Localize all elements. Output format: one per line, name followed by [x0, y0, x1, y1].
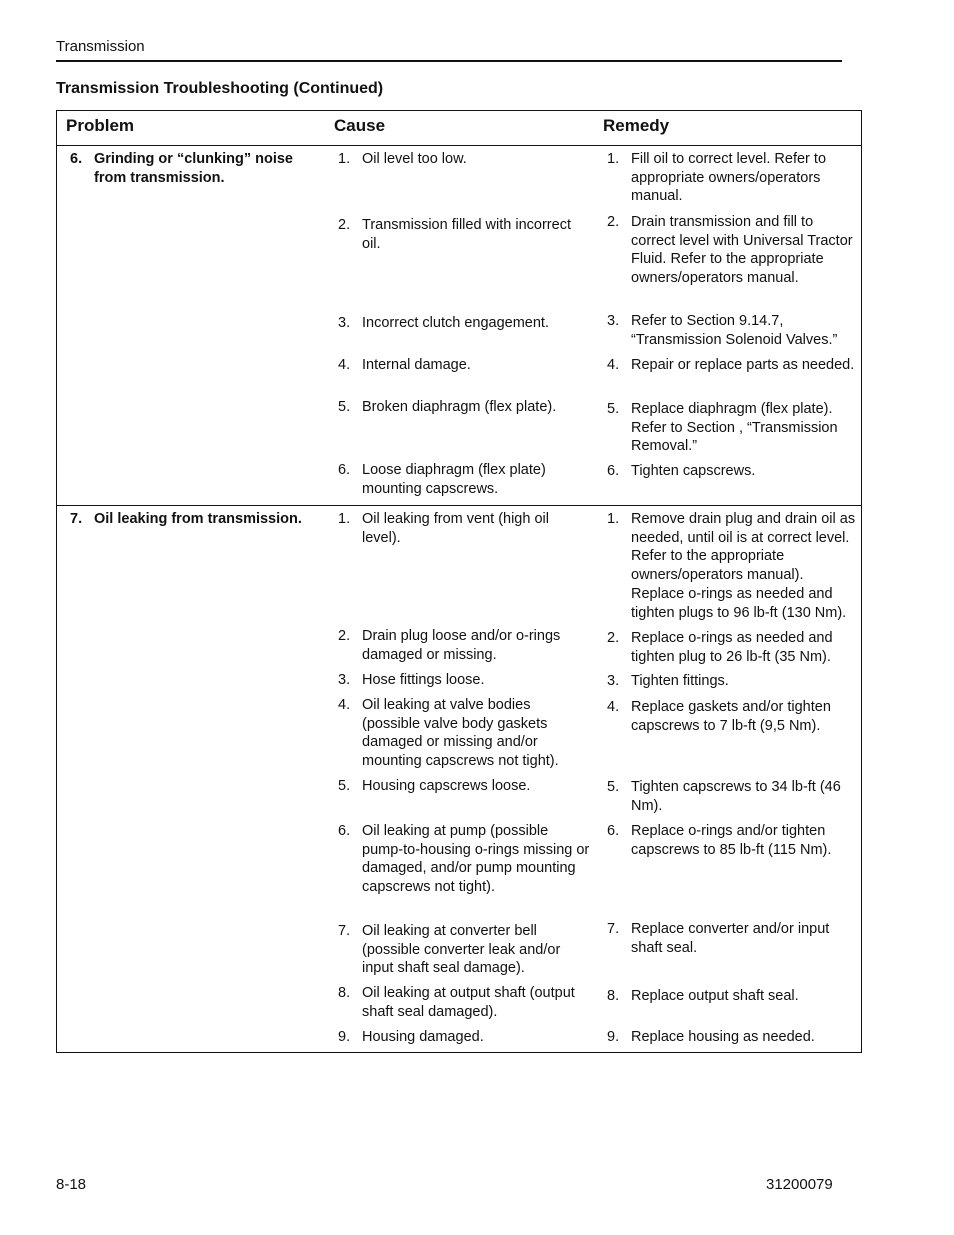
item-number: 4. [607, 357, 620, 373]
item-number: 5. [338, 778, 351, 794]
cause-item [338, 356, 590, 375]
remedy-item [607, 462, 859, 481]
item-text: Fill oil to correct level. Refer to appropriate owners/operators manual. [631, 151, 827, 205]
item-text: Replace gaskets and/or tighten capscrews to 7 lb-ft (9,5 Nm). [631, 699, 831, 734]
remedy-item [607, 822, 859, 859]
cause-item [338, 150, 590, 169]
item-text: Incorrect clutch engagement. [362, 315, 549, 331]
item-text: Loose diaphragm (flex plate) mounting capscrews. [362, 462, 546, 497]
item-text: Replace housing as needed. [631, 1029, 815, 1045]
running-header: Transmission [56, 38, 145, 55]
cause-item [338, 627, 590, 664]
item-text: Internal damage. [362, 357, 471, 373]
item-text: Replace output shaft seal. [631, 988, 799, 1004]
cause-item [338, 984, 590, 1021]
item-number: 3. [607, 673, 620, 689]
remedy-item [607, 698, 859, 735]
item-text: Broken diaphragm (flex plate). [362, 399, 557, 415]
item-text: Transmission filled with incorrect oil. [362, 217, 571, 252]
item-number: 9. [338, 1029, 351, 1045]
remedy-item [607, 1028, 859, 1047]
problem-number: 6. [70, 151, 83, 167]
item-text: Hose fittings loose. [362, 672, 485, 688]
cause-item [338, 696, 590, 771]
item-number: 2. [607, 630, 620, 646]
item-number: 5. [607, 779, 620, 795]
problem-number: 7. [70, 511, 83, 527]
item-number: 6. [607, 823, 620, 839]
remedy-item [607, 356, 859, 375]
item-text: Housing damaged. [362, 1029, 484, 1045]
problem-7 [70, 510, 320, 529]
item-number: 4. [338, 357, 351, 373]
remedy-item [607, 150, 859, 206]
item-number: 4. [338, 697, 351, 713]
item-number: 7. [607, 921, 620, 937]
remedy-item [607, 987, 859, 1006]
item-number: 3. [607, 313, 620, 329]
item-number: 1. [607, 511, 620, 527]
item-number: 3. [338, 315, 351, 331]
item-number: 4. [607, 699, 620, 715]
item-text: Drain plug loose and/or o-rings damaged or missing. [362, 628, 561, 663]
item-number: 1. [338, 511, 351, 527]
item-text: Replace diaphragm (flex plate). Refer to Section , “Transmission Removal.” [631, 401, 838, 455]
problem-text: Grinding or “clunking” noise from transmission. [94, 151, 293, 186]
header-divider [56, 145, 862, 146]
cause-item [338, 777, 590, 796]
remedy-item [607, 629, 859, 666]
item-number: 6. [338, 462, 351, 478]
item-text: Refer to Section 9.14.7, “Transmission Solenoid Valves.” [631, 313, 838, 348]
item-text: Oil leaking at output shaft (output shaft seal damaged). [362, 985, 575, 1020]
row-divider [56, 505, 862, 506]
cause-item [338, 822, 590, 897]
cause-item [338, 510, 590, 547]
item-text: Oil leaking at pump (possible pump-to-housing o-rings missing or damaged, and/or pump mounting capscrews not tight). [362, 823, 590, 896]
item-text: Oil leaking at valve bodies (possible valve body gaskets damaged or missing and/or mounting capscrews not tight). [362, 697, 559, 770]
problem-text: Oil leaking from transmission. [94, 511, 302, 527]
item-text: Drain transmission and fill to correct level with Universal Tractor Fluid. Refer to the appropriate owners/operators manual. [631, 214, 853, 287]
cause-item [338, 216, 590, 253]
item-number: 2. [338, 628, 351, 644]
remedy-item [607, 778, 859, 815]
item-number: 7. [338, 923, 351, 939]
cause-item [338, 922, 590, 978]
header-rule [56, 60, 842, 62]
item-number: 9. [607, 1029, 620, 1045]
column-header-remedy: Remedy [603, 116, 670, 135]
item-text: Oil level too low. [362, 151, 467, 167]
cause-item [338, 1028, 590, 1047]
item-text: Remove drain plug and drain oil as needed, until oil is at correct level. Refer to the appropriate owners/operators manual). Replace o-rings as needed and tighten plugs to 96 lb-ft (130 Nm). [631, 511, 856, 621]
remedy-item [607, 312, 859, 349]
item-number: 1. [338, 151, 351, 167]
item-text: Tighten capscrews. [631, 463, 756, 479]
section-title: Transmission Troubleshooting (Continued) [56, 80, 384, 97]
document-number: 31200079 [766, 1176, 833, 1193]
item-number: 6. [607, 463, 620, 479]
remedy-item [607, 672, 859, 691]
remedy-item [607, 510, 859, 622]
item-text: Oil leaking at converter bell (possible converter leak and/or input shaft seal damage). [362, 923, 561, 977]
remedy-item [607, 213, 859, 288]
item-number: 5. [607, 401, 620, 417]
item-number: 1. [607, 151, 620, 167]
item-text: Housing capscrews loose. [362, 778, 531, 794]
problem-6 [70, 150, 320, 188]
page-number: 8-18 [56, 1176, 87, 1193]
item-number: 6. [338, 823, 351, 839]
item-number: 8. [607, 988, 620, 1004]
item-number: 3. [338, 672, 351, 688]
item-number: 8. [338, 985, 351, 1001]
cause-item [338, 398, 590, 417]
cause-item [338, 671, 590, 690]
item-text: Replace o-rings and/or tighten capscrews to 85 lb-ft (115 Nm). [631, 823, 832, 858]
item-text: Oil leaking from vent (high oil level). [362, 511, 549, 546]
item-number: 5. [338, 399, 351, 415]
item-number: 2. [338, 217, 351, 233]
cause-item [338, 314, 590, 333]
item-text: Repair or replace parts as needed. [631, 357, 855, 373]
remedy-item [607, 400, 859, 456]
item-number: 2. [607, 214, 620, 230]
item-text: Tighten capscrews to 34 lb-ft (46 Nm). [631, 779, 841, 814]
item-text: Tighten fittings. [631, 673, 729, 689]
column-header-cause: Cause [334, 116, 386, 135]
item-text: Replace o-rings as needed and tighten plug to 26 lb-ft (35 Nm). [631, 630, 833, 665]
item-text: Replace converter and/or input shaft seal. [631, 921, 830, 956]
column-header-problem: Problem [66, 116, 135, 135]
remedy-item [607, 920, 859, 957]
cause-item [338, 461, 590, 498]
